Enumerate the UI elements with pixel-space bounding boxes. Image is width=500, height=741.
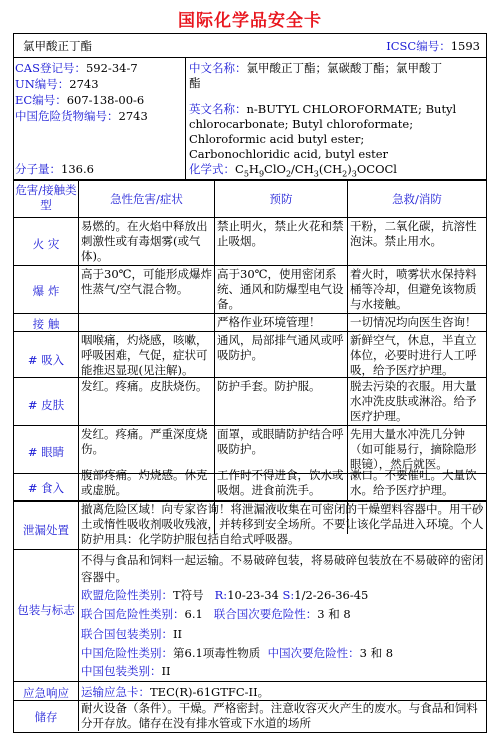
inhalation-aid: 新鲜空气，休息，半直立体位，必要时进行人工呼吸，给予医疗护理。 (350, 333, 477, 377)
chemical-name: 氯甲酸正丁酯 (23, 39, 92, 53)
row-label-skin: # 皮肤 (27, 398, 65, 412)
fire-prevent: 禁止明火，禁止火花和禁止吸烟。 (217, 219, 344, 248)
explosion-acute: 高于30℃，可能形成爆炸性蒸气/空气混合物。 (81, 267, 212, 296)
emergency-label: 应急响应 (23, 686, 69, 700)
en-names-3: Chloroformic acid butyl ester; (189, 132, 365, 146)
eyes-prevent: 面罩，或眼睛防护结合呼吸防护。 (217, 427, 344, 456)
emergency-card: 运输应急卡：TEC(R)-61GTFC-II。 (81, 685, 270, 699)
contact-prevent: 严格作业环境管理！ (217, 315, 321, 329)
un-number: UN编号：2743 (15, 77, 99, 91)
chemical-safety-card (13, 33, 487, 733)
eyes-acute: 发红。疼痛。严重深度烧伤。 (81, 427, 208, 456)
explosion-prevent: 高于30℃，使用密闭系统、通风和防爆型电气设备。 (217, 267, 344, 311)
row-label-explosion: 爆 炸 (32, 284, 60, 298)
ec-number: EC编号：607-138-00-6 (15, 93, 145, 107)
un-packing-group: 联合国包装类别：II (81, 627, 183, 641)
eu-hazard-class: 欧盟危险性类别：T符号 R:10-23-34 S:1/2-26-36-45 (81, 588, 369, 602)
header-prevent: 预防 (269, 192, 293, 206)
en-names-2: chlorocarbonate; Butyl chloroformate; (189, 117, 414, 131)
cn-names: 中文名称：氯甲酸正丁酯；氯碳酸丁酯；氯甲酸丁 (189, 61, 442, 75)
row-label-ingestion: # 食入 (27, 481, 65, 495)
skin-aid: 脱去污染的衣服。用大量水冲洗皮肤或淋浴。给予医疗护理。 (350, 379, 477, 423)
spill-text: 撤离危险区域！向专家咨询！将泄漏液收集在可密闭的干燥塑料容器中。用干砂土或惰性吸收剂吸收残液，并转移到安全场所。不要让该化学品进入环境。个人防护用具：化学防护服包括自给式呼吸器。 (81, 502, 484, 546)
inhalation-prevent: 通风，局部排气通风或呼吸防护。 (217, 333, 344, 362)
packaging-text: 不得与食品和饲料一起运输。不易破碎包装，将易破碎包装放在不易破碎的密闭容器中。 (81, 553, 484, 584)
contact-aid: 一切情况均向医生咨询！ (350, 315, 477, 329)
ingestion-acute: 腹部疼痛。灼烧感。休克或虚脱。 (81, 468, 208, 497)
ingestion-aid: 漱口。不要催吐。大量饮水。给予医疗护理。 (350, 468, 477, 497)
molecular-weight: 分子量：136.6 (15, 162, 94, 176)
chemical-formula: 化学式：$C_5H_9ClO_2/CH_3(CH_2)_3OCOCl$ (189, 162, 397, 179)
card-title: 国际化学品安全卡 (178, 11, 322, 31)
icsc-number: ICSC编号：1593 (386, 39, 480, 53)
fire-aid: 干粉，二氧化碳，抗溶性泡沫。禁止用水。 (350, 219, 477, 248)
header-acute: 急性危害/症状 (110, 192, 183, 206)
packaging-label: 包装与标志 (17, 603, 75, 617)
un-hazard-class: 联合国危险性类别：6.1 联合国次要危险性：3 和 8 (81, 607, 351, 621)
row-label-contact: 接 触 (32, 317, 60, 331)
row-label-fire: 火 灾 (32, 237, 60, 251)
header-aid: 急救/消防 (392, 192, 442, 206)
storage-text: 耐火设备（条件）。干燥。严格密封。注意收容灭火产生的废水。与食品和饲料分开存放。储存在没有排水管或下水道的场所 (81, 701, 478, 730)
en-names: 英文名称：n-BUTYL CHLOROFORMATE; Butyl (189, 102, 457, 116)
cn-danger-number: 中国危险货物编号：2743 (15, 109, 148, 123)
skin-prevent: 防护手套。防护服。 (217, 379, 321, 393)
fire-acute: 易燃的。在火焰中释放出刺激性或有毒烟雾(或气体)。 (81, 219, 208, 263)
row-label-inhalation: # 吸入 (27, 353, 65, 367)
en-names-4: Carbonochloridic acid, butyl ester (189, 147, 389, 161)
skin-acute: 发红。疼痛。皮肤烧伤。 (81, 379, 208, 393)
cn-packing-group: 中国包装类别：II (81, 664, 171, 678)
cn-names-cont: 酯 (189, 76, 201, 90)
storage-label: 储存 (34, 710, 58, 724)
inhalation-acute: 咽喉痛，灼烧感，咳嗽，呼吸困难，气促，症状可能推迟显现(见注解)。 (81, 333, 208, 377)
eyes-aid: 先用大量水冲洗几分钟（如可能易行，摘除隐形眼镜），然后就医。 (350, 427, 477, 471)
header-type: 危害/接触类型 (15, 183, 77, 212)
cas-number: CAS登记号：592-34-7 (15, 61, 138, 75)
row-label-eyes: # 眼睛 (27, 445, 65, 459)
spill-label: 泄漏处置 (23, 523, 69, 537)
ingestion-prevent: 工作时不得进食，饮水或吸烟。进食前洗手。 (217, 468, 344, 497)
cn-hazard-class: 中国危险性类别：第6.1项毒性物质 中国次要危险性：3 和 8 (81, 646, 394, 660)
explosion-aid: 着火时，喷雾状水保持料桶等冷却，但避免该物质与水接触。 (350, 267, 477, 311)
